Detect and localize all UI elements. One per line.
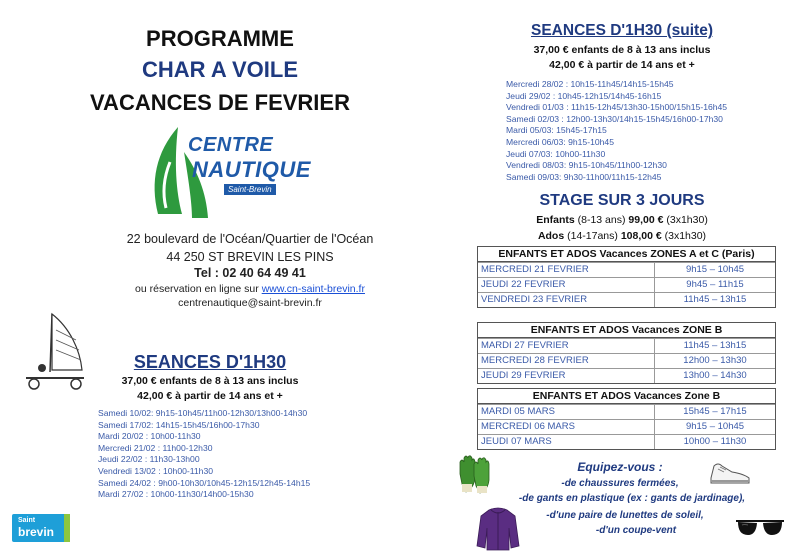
zone-table-heading: ENFANTS ET ADOS Vacances ZONES A et C (Paris) <box>478 247 775 262</box>
table-cell-date: JEUDI 22 FEVRIER <box>478 278 655 292</box>
list-item: Vendredi 08/03: 9h15-10h45/11h00-12h30 <box>506 160 667 171</box>
booking-line <box>80 283 420 295</box>
list-item: Samedi 02/03 : 12h00-13h30/14h15-15h45/16h00-17h30 <box>506 113 723 124</box>
stage-enfants <box>502 214 742 226</box>
table-row <box>478 277 775 292</box>
stage-enfants-price: 99,00 € <box>628 214 664 226</box>
title-programme: PROGRAMME <box>146 26 294 51</box>
zone-table-b-feb <box>477 322 776 384</box>
zone-table-a-c <box>477 246 776 308</box>
list-item: Samedi 24/02 : 9h00-10h30/10h45-12h15/12h45-14h15 <box>98 477 311 488</box>
booking-prefix: ou réservation en ligne sur <box>135 283 262 295</box>
table-row <box>478 419 775 434</box>
table-cell-date: VENDREDI 23 FEVRIER <box>478 293 655 307</box>
stage-ados-price: 108,00 € <box>620 230 662 242</box>
booking-link[interactable]: www.cn-saint-brevin.fr <box>261 283 365 295</box>
table-row <box>478 368 775 383</box>
price-adults-suite: 42,00 € à partir de 14 ans et + <box>549 59 695 71</box>
sessions-list-left <box>98 408 438 501</box>
list-item: Mardi 27/02 : 10h00-11h30/14h00-15h30 <box>98 489 254 500</box>
equip-shoes: -de chaussures fermées, <box>561 478 679 489</box>
stage-enfants-ages: (8-13 ans) <box>574 214 629 226</box>
right-column <box>440 0 800 557</box>
title-char-a-voile: CHAR A VOILE <box>141 57 299 82</box>
email-address[interactable]: centrenautique@saint-brevin.fr <box>178 297 322 309</box>
table-row <box>478 262 775 277</box>
equip-windbreaker: -d'un coupe-vent <box>595 525 677 536</box>
table-cell-hours: 13h00 – 14h30 <box>683 370 747 381</box>
address-line2: 44 250 ST BREVIN LES PINS <box>166 250 334 264</box>
logo-text-nautique: NAUTIQUE <box>192 157 311 182</box>
sand-yacht-icon <box>22 310 92 395</box>
sunglasses-icon <box>734 513 786 541</box>
list-item: Samedi 10/02: 9h15-10h45/11h00-12h30/13h00-14h30 <box>98 408 308 418</box>
zone-table-heading: ENFANTS ET ADOS Vacances Zone B <box>478 389 775 404</box>
table-cell-hours: 11h45 – 13h15 <box>683 294 747 305</box>
small-logo-line2: brevin <box>18 525 55 539</box>
logo-text-centre: CENTRE <box>188 134 274 156</box>
small-logo-stripe <box>64 514 70 542</box>
sneaker-icon <box>708 458 752 486</box>
list-item: Mardi 05/03: 15h45-17h15 <box>506 125 607 136</box>
stage-ados-detail: (3x1h30) <box>661 230 707 242</box>
price-children: 37,00 € enfants de 8 à 13 ans inclus <box>121 375 299 387</box>
list-item: Vendredi 13/02 : 10h00-11h30 <box>98 465 213 476</box>
table-cell-date: MARDI 27 FEVRIER <box>478 339 655 353</box>
saint-brevin-logo <box>12 514 70 542</box>
list-item: Vendredi 01/03 : 11h15-12h45/13h30-15h00/15h15-16h45 <box>506 102 728 113</box>
table-cell-date: MARDI 05 MARS <box>478 405 655 419</box>
table-row <box>478 338 775 353</box>
list-item: Mercredi 28/02 : 10h15-11h45/14h15-15h45 <box>506 79 674 89</box>
list-item: Mercredi 21/02 : 11h00-12h30 <box>98 442 213 453</box>
logo-text-saint-brevin: Saint-Brevin <box>224 184 276 195</box>
centre-nautique-logo <box>148 122 311 222</box>
table-cell-date: JEUDI 07 MARS <box>478 435 655 449</box>
small-logo-line1: Saint <box>18 517 36 524</box>
list-item: Samedi 09/03: 9h30-11h00/11h15-12h45 <box>506 171 662 182</box>
stage-ados <box>502 230 742 242</box>
sessions-list-right <box>506 79 796 183</box>
stage-ados-ages: (14-17ans) <box>564 230 621 242</box>
table-cell-hours: 12h00 – 13h30 <box>683 355 747 366</box>
table-cell-hours: 9h15 – 10h45 <box>685 421 745 432</box>
table-row <box>478 434 775 449</box>
price-adults: 42,00 € à partir de 14 ans et + <box>137 390 283 402</box>
table-cell-date: MERCREDI 06 MARS <box>478 420 655 434</box>
windbreaker-icon <box>475 506 521 552</box>
list-item: Jeudi 07/03: 10h00-11h30 <box>506 148 606 159</box>
equip-title: Equipez-vous : <box>577 460 663 474</box>
table-cell-date: MERCREDI 28 FEVRIER <box>478 354 655 368</box>
address-line1: 22 boulevard de l'Océan/Quartier de l'Océan <box>126 232 374 246</box>
table-cell-date: JEUDI 29 FEVRIER <box>478 369 655 383</box>
table-row <box>478 404 775 419</box>
list-item: Jeudi 22/02 : 11h30-13h00 <box>98 454 200 465</box>
title-vacances: VACANCES DE FEVRIER <box>90 90 350 115</box>
table-cell-hours: 9h45 – 11h15 <box>686 279 744 290</box>
table-cell-date: MERCREDI 21 FEVRIER <box>478 263 655 277</box>
price-children-suite: 37,00 € enfants de 8 à 13 ans inclus <box>533 44 711 56</box>
zone-table-heading: ENFANTS ET ADOS Vacances ZONE B <box>478 323 775 338</box>
table-cell-hours: 11h45 – 13h15 <box>683 340 747 351</box>
list-item: Jeudi 29/02 : 10h45-12h15/14h45-16h15 <box>506 90 662 101</box>
gloves-icon <box>456 454 494 494</box>
list-item: Samedi 17/02: 14h15-15h45/16h00-17h30 <box>98 419 260 430</box>
table-row <box>478 292 775 307</box>
table-row <box>478 353 775 368</box>
stage-ados-label: Ados <box>537 230 565 242</box>
zone-table-b-mar <box>477 388 776 450</box>
stage-enfants-detail: (3x1h30) <box>663 214 708 226</box>
list-item: Mardi 20/02 : 10h00-11h30 <box>98 431 201 442</box>
stage-title: STAGE SUR 3 JOURS <box>539 192 705 209</box>
table-cell-hours: 9h15 – 10h45 <box>685 264 745 275</box>
seances-suite-title: SEANCES D'1H30 (suite) <box>531 22 713 39</box>
equip-gloves: -de gants en plastique (ex : gants de jardinage), <box>518 493 746 504</box>
list-item: Mercredi 06/03: 9h15-10h45 <box>506 136 614 147</box>
table-cell-hours: 10h00 – 11h30 <box>683 436 747 447</box>
table-cell-hours: 15h45 – 17h15 <box>683 406 747 417</box>
seances-title: SEANCES D'1H30 <box>133 352 287 372</box>
equip-sunglasses: -d'une paire de lunettes de soleil, <box>546 510 704 521</box>
stage-enfants-label: Enfants <box>536 214 575 226</box>
phone-number: Tel : 02 40 64 49 41 <box>194 266 306 280</box>
